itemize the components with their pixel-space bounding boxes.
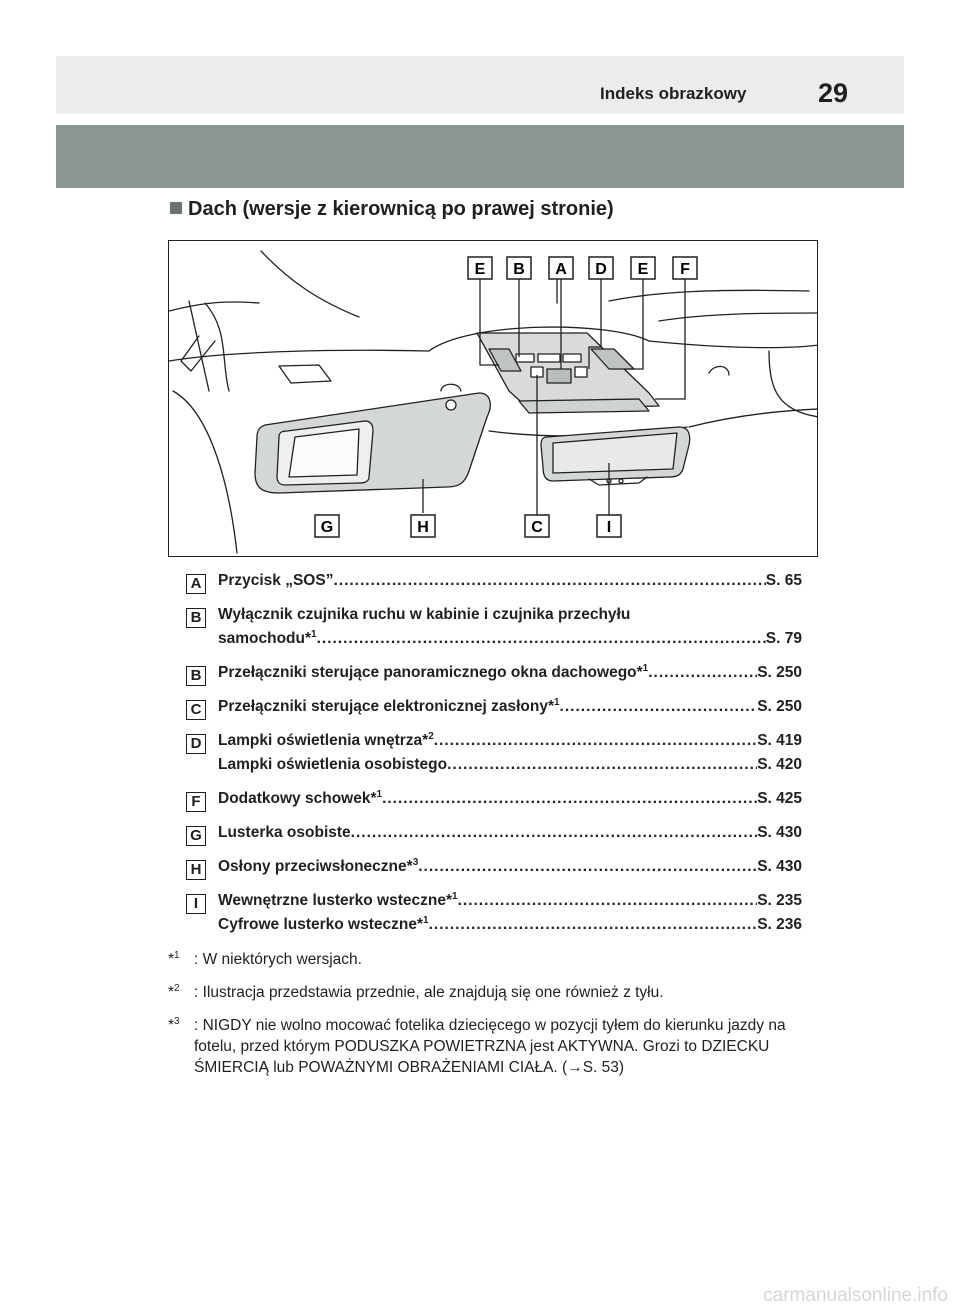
page-reference[interactable]: S. 430: [757, 858, 802, 875]
footnote-text: : NIGDY nie wolno mocować fotelika dziecięcego w pozycji tyłem do kierunku jazdy na fotelu, przed którym PODUSZKA POWIETRZNA jest AKTYWNA. Grozi to DZIECKU ŚMIERCIĄ lub POWAŻNYMI OBRAŻENIAMI CIAŁA. (→S. 53): [194, 1017, 786, 1076]
entry-badge: H: [186, 860, 206, 880]
reference-list: [186, 572, 802, 950]
entry-first-line: Wyłącznik czujnika ruchu w kabinie i czujnika przechyłu: [218, 606, 631, 623]
list-item: [186, 664, 802, 698]
entry-label: Lampki oświetlenia wnętrza*$^2$: [218, 731, 434, 749]
list-item: [186, 858, 802, 892]
leader-dots: [382, 790, 757, 808]
reference-line: [218, 630, 802, 652]
reference-line: [218, 756, 802, 778]
reference-line: [218, 732, 802, 754]
entry-badge: G: [186, 826, 206, 846]
entry-badge: A: [186, 574, 206, 594]
page-reference[interactable]: S. 250: [757, 664, 802, 681]
reference-line: [218, 698, 802, 720]
section-title: [170, 198, 614, 221]
header-strip: [56, 56, 904, 114]
reference-line: [218, 916, 802, 938]
figure-label-G: G: [320, 519, 334, 536]
figure-label-E1: E: [474, 261, 486, 278]
entry-label: Osłony przeciwsłoneczne*$^3$: [218, 857, 419, 875]
footnote-text: : W niektórych wersjach.: [194, 951, 362, 968]
page-number: 29: [818, 78, 849, 108]
footnote: [168, 1015, 808, 1078]
leader-dots: [648, 664, 757, 682]
reference-line: [218, 858, 802, 880]
pillar-edge: [169, 302, 259, 311]
leader-dots: [458, 892, 758, 910]
reference-line: [218, 824, 802, 846]
watermark: carmanualsonline.info: [763, 1285, 948, 1306]
footnote: [168, 982, 808, 1003]
page-reference[interactable]: S. 430: [757, 824, 802, 841]
list-item: [186, 572, 802, 606]
square-bullet-icon: [170, 202, 182, 214]
figure-label-D: D: [595, 261, 607, 278]
entry-label: Lampki oświetlenia osobistego: [218, 756, 448, 773]
reference-line: [218, 790, 802, 812]
entry-label: Przycisk „SOS”: [218, 572, 334, 589]
page-reference[interactable]: S. 65: [765, 572, 802, 589]
list-item: [186, 698, 802, 732]
page-reference[interactable]: S. 419: [757, 732, 802, 749]
entry-badge: F: [186, 792, 206, 812]
figure-label-A: A: [555, 261, 567, 278]
entry-label: samochodu*$^1$: [218, 629, 317, 647]
list-item: [186, 732, 802, 790]
running-header: Indeks obrazkowy: [600, 84, 747, 103]
list-item: [186, 824, 802, 858]
footnotes: [168, 949, 808, 1090]
entry-label: Cyfrowe lusterko wsteczne*$^1$: [218, 915, 429, 933]
footnote-mark: *$^3$: [168, 1016, 180, 1034]
windshield-edge: [261, 251, 359, 317]
entry-badge: C: [186, 700, 206, 720]
leader-dots: [333, 572, 765, 590]
footnote-text: : Ilustracja przedstawia przednie, ale znajdują się one również z tyłu.: [194, 984, 664, 1001]
leader-dots: [560, 698, 758, 716]
roof-drawing: [169, 241, 818, 557]
chapter-band: [56, 125, 904, 188]
figure-label-F: F: [680, 261, 690, 278]
page-reference[interactable]: S. 250: [757, 698, 802, 715]
figure-label-I: I: [606, 519, 612, 536]
entry-badge: B: [186, 666, 206, 686]
figure-label-H: H: [417, 519, 429, 536]
entry-label: Dodatkowy schowek*$^1$: [218, 789, 383, 807]
leader-dots: [317, 630, 766, 648]
reference-line: [218, 664, 802, 686]
list-item: [186, 790, 802, 824]
reference-line: [218, 892, 802, 914]
entry-badge: I: [186, 894, 206, 914]
entry-badge: B: [186, 608, 206, 628]
entry-label: Wewnętrzne lusterko wsteczne*$^1$: [218, 891, 458, 909]
roof-illustration: [168, 240, 818, 557]
page-reference[interactable]: S. 235: [757, 892, 802, 909]
list-item: [186, 606, 802, 664]
figure-label-B: B: [513, 261, 525, 278]
page-reference[interactable]: S. 420: [757, 756, 802, 773]
leader-dots: [434, 732, 757, 750]
page-reference[interactable]: S. 79: [765, 630, 802, 647]
entry-label: Lusterka osobiste: [218, 824, 351, 841]
footnote: [168, 949, 808, 970]
footnote-mark: *$^1$: [168, 950, 180, 968]
figure-label-E2: E: [637, 261, 649, 278]
page-reference[interactable]: S. 425: [757, 790, 802, 807]
entry-label: Przełączniki sterujące panoramicznego okna dachowego*$^1$: [218, 663, 649, 681]
list-item: [186, 892, 802, 950]
entry-label: Przełączniki sterujące elektronicznej zasłony*$^1$: [218, 697, 560, 715]
reference-line: [218, 572, 802, 594]
footnote-mark: *$^2$: [168, 983, 180, 1001]
leader-dots: [447, 756, 757, 774]
leader-dots: [418, 858, 757, 876]
entry-badge: D: [186, 734, 206, 754]
leader-dots: [351, 824, 758, 842]
page-reference[interactable]: S. 236: [757, 916, 802, 933]
leader-dots: [429, 916, 758, 934]
section-title-text: Dach (wersje z kierownicą po prawej stronie): [188, 198, 614, 220]
figure-label-C: C: [531, 519, 543, 536]
